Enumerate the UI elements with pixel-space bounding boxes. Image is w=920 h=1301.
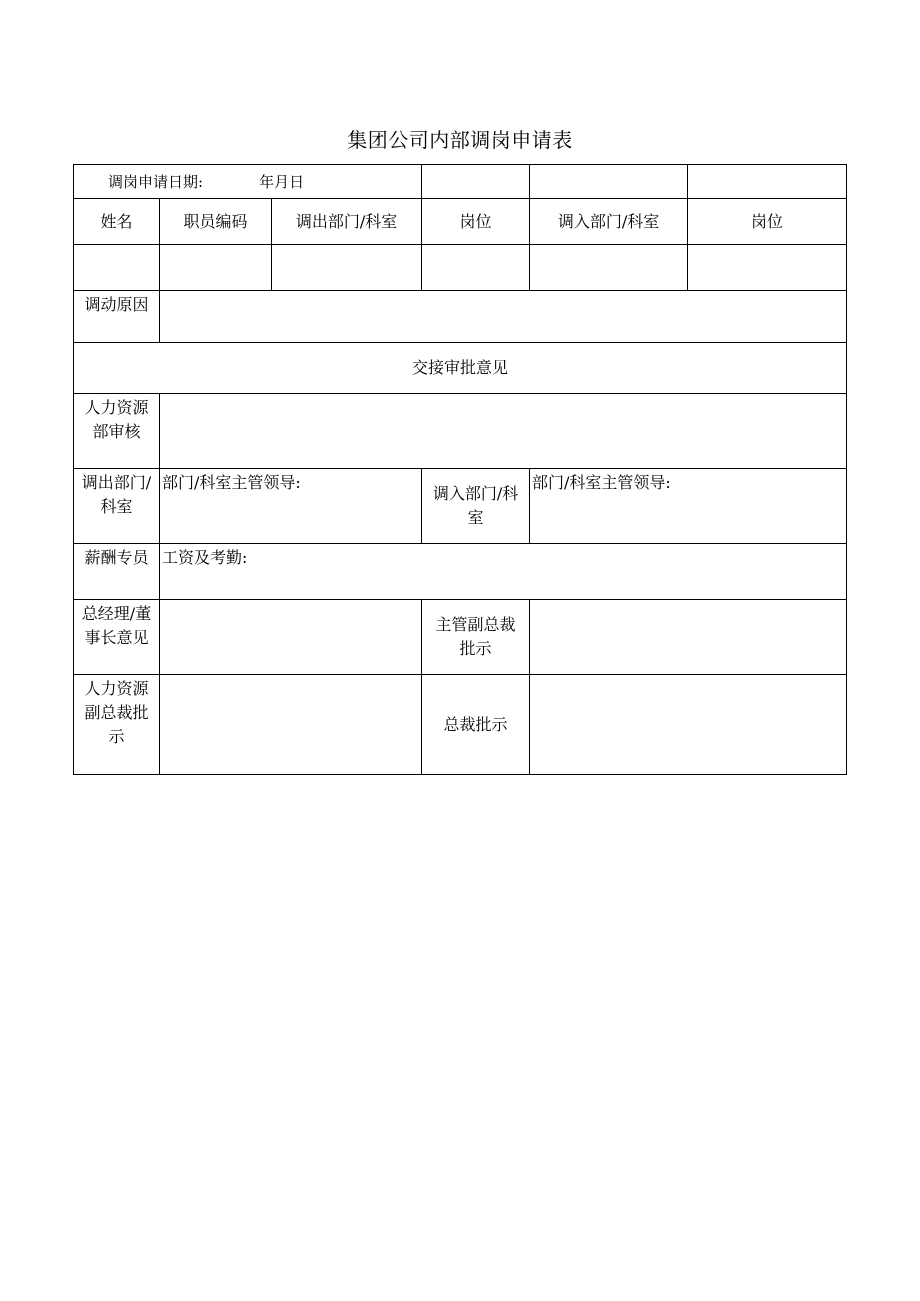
date-row-blank-2[interactable] <box>530 165 688 199</box>
handover-title: 交接审批意见 <box>74 343 847 394</box>
header-to-dept: 调入部门/科室 <box>530 199 688 245</box>
gm-label-line2: 事长意见 <box>84 628 149 647</box>
reason-row <box>74 291 847 343</box>
reason-label: 调动原因 <box>74 291 160 343</box>
hr-review-label <box>74 394 160 469</box>
employee-id-input-cell[interactable] <box>160 245 272 291</box>
hr-review-input-cell[interactable] <box>160 394 847 469</box>
transfer-form-table <box>73 164 847 775</box>
gm-row <box>74 600 847 675</box>
gm-label <box>74 600 160 675</box>
header-name: 姓名 <box>74 199 160 245</box>
vp-in-charge-input-cell[interactable] <box>530 600 847 675</box>
hr-vp-line1: 人力资源 <box>84 679 149 698</box>
from-dept-leader-cell[interactable] <box>160 469 422 544</box>
from-dept-leader-label: 部门/科室主管领导: <box>162 473 301 492</box>
gm-label-line1: 总经理/董 <box>81 604 152 623</box>
header-from-dept: 调出部门/科室 <box>272 199 422 245</box>
application-date-cell[interactable] <box>74 165 422 199</box>
reason-input-cell[interactable] <box>160 291 847 343</box>
header-to-post: 岗位 <box>688 199 847 245</box>
to-dept-leader-cell[interactable] <box>530 469 847 544</box>
hr-review-row <box>74 394 847 469</box>
hr-review-line2: 部审核 <box>92 422 141 441</box>
vp-in-charge-label <box>422 600 530 675</box>
hr-vp-line3: 示 <box>108 727 125 746</box>
to-dept-leader-label: 部门/科室主管领导: <box>532 473 671 492</box>
from-dept-input-cell[interactable] <box>272 245 422 291</box>
date-row-blank-3[interactable] <box>688 165 847 199</box>
to-dept-input-cell[interactable] <box>530 245 688 291</box>
name-input-cell[interactable] <box>74 245 160 291</box>
to-post-input-cell[interactable] <box>688 245 847 291</box>
to-dept-label <box>422 469 530 544</box>
application-date-suffix: 年月日 <box>259 172 305 191</box>
application-date-label: 调岗申请日期: <box>108 172 204 191</box>
header-row <box>74 199 847 245</box>
gm-input-cell[interactable] <box>160 600 422 675</box>
salary-input-cell[interactable] <box>160 544 847 600</box>
header-from-post: 岗位 <box>422 199 530 245</box>
header-employee-id: 职员编码 <box>160 199 272 245</box>
to-dept-label-line1: 调入部门/科 <box>432 484 519 503</box>
final-approval-row <box>74 675 847 775</box>
hr-vp-input-cell[interactable] <box>160 675 422 775</box>
from-dept-label-line1: 调出部门/ <box>81 473 152 492</box>
form-title: 集团公司内部调岗申请表 <box>347 128 573 152</box>
vp-in-charge-line2: 批示 <box>459 639 492 658</box>
hr-vp-line2: 副总裁批 <box>84 703 149 722</box>
hr-vp-label <box>74 675 160 775</box>
dept-leaders-row <box>74 469 847 544</box>
date-row-blank-1[interactable] <box>422 165 530 199</box>
to-dept-label-line2: 室 <box>467 508 484 527</box>
from-post-input-cell[interactable] <box>422 245 530 291</box>
president-label: 总裁批示 <box>422 675 530 775</box>
president-input-cell[interactable] <box>530 675 847 775</box>
from-dept-label <box>74 469 160 544</box>
salary-label: 薪酬专员 <box>74 544 160 600</box>
date-row <box>74 165 847 199</box>
vp-in-charge-line1: 主管副总裁 <box>435 615 516 634</box>
salary-row <box>74 544 847 600</box>
hr-review-line1: 人力资源 <box>84 398 149 417</box>
salary-field-label: 工资及考勤: <box>162 548 248 567</box>
handover-row <box>74 343 847 394</box>
entry-row <box>74 245 847 291</box>
from-dept-label-line2: 科室 <box>100 497 133 516</box>
